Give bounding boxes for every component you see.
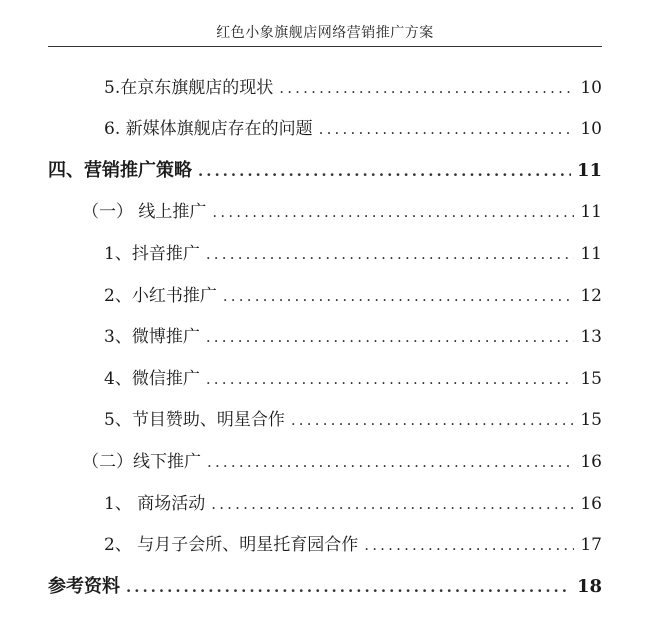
toc-entry <box>104 492 602 516</box>
toc-entry-title: 5、节目赞助、明星合作 <box>104 410 285 430</box>
toc-entry <box>82 200 602 224</box>
toc-entry-title: 5.在京东旗舰店的现状 <box>104 78 274 98</box>
toc-dot-leader <box>207 450 574 474</box>
toc-entry <box>82 450 602 474</box>
toc-page-number: 11 <box>576 160 602 181</box>
toc-page-number: 13 <box>580 327 602 347</box>
toc-page-number: 11 <box>580 244 602 264</box>
toc-dot-leader <box>319 117 575 141</box>
toc-page-number: 12 <box>580 286 602 306</box>
toc-page-number: 11 <box>580 202 602 222</box>
toc-entry-title: 6. 新媒体旗舰店存在的问题 <box>104 119 313 139</box>
toc-entry-title: 四、营销推广策略 <box>48 160 192 181</box>
toc-entry-title: 2、小红书推广 <box>104 286 217 306</box>
toc-entry <box>104 533 602 557</box>
toc-dot-leader <box>279 76 574 100</box>
toc-dot-leader <box>198 159 571 183</box>
toc-page-number: 15 <box>580 410 602 430</box>
toc-entry <box>104 117 602 141</box>
toc-dot-leader <box>212 200 574 224</box>
toc-dot-leader <box>206 367 575 391</box>
running-header: 红色小象旗舰店网络营销推广方案 <box>216 25 434 41</box>
toc-entry <box>104 408 602 432</box>
toc-dot-leader <box>291 408 575 432</box>
toc-entry <box>104 76 602 100</box>
toc-dot-leader <box>206 325 575 349</box>
toc-dot-leader <box>211 492 574 516</box>
toc-entry <box>104 367 602 391</box>
toc-dot-leader <box>206 242 575 266</box>
toc-page-number: 16 <box>580 452 602 472</box>
toc-page-number: 17 <box>580 535 602 555</box>
toc-page-number: 10 <box>580 119 602 139</box>
toc-page-number: 18 <box>576 576 602 597</box>
toc-entry-title: 4、微信推广 <box>104 369 200 389</box>
toc-entry-title: 1、 商场活动 <box>104 494 206 514</box>
toc-entry <box>104 284 602 308</box>
toc-dot-leader <box>126 575 571 599</box>
toc-page-number: 16 <box>580 494 602 514</box>
toc-dot-leader <box>223 284 575 308</box>
toc-entry-title: （一） 线上推广 <box>82 202 207 222</box>
toc-entry <box>104 325 602 349</box>
toc-entry-title: 参考资料 <box>48 576 120 597</box>
toc-page-number: 10 <box>580 78 602 98</box>
toc-entry-title: （二）线下推广 <box>82 452 201 472</box>
toc-entry <box>104 242 602 266</box>
toc-dot-leader <box>364 533 574 557</box>
toc-entry-title: 3、微博推广 <box>104 327 200 347</box>
toc-entry-title: 2、 与月子会所、明星托育园合作 <box>104 535 359 555</box>
toc-entry-title: 1、抖音推广 <box>104 244 200 264</box>
toc-page-number: 15 <box>580 369 602 389</box>
toc-entry <box>48 159 602 183</box>
toc-entry <box>48 575 602 599</box>
